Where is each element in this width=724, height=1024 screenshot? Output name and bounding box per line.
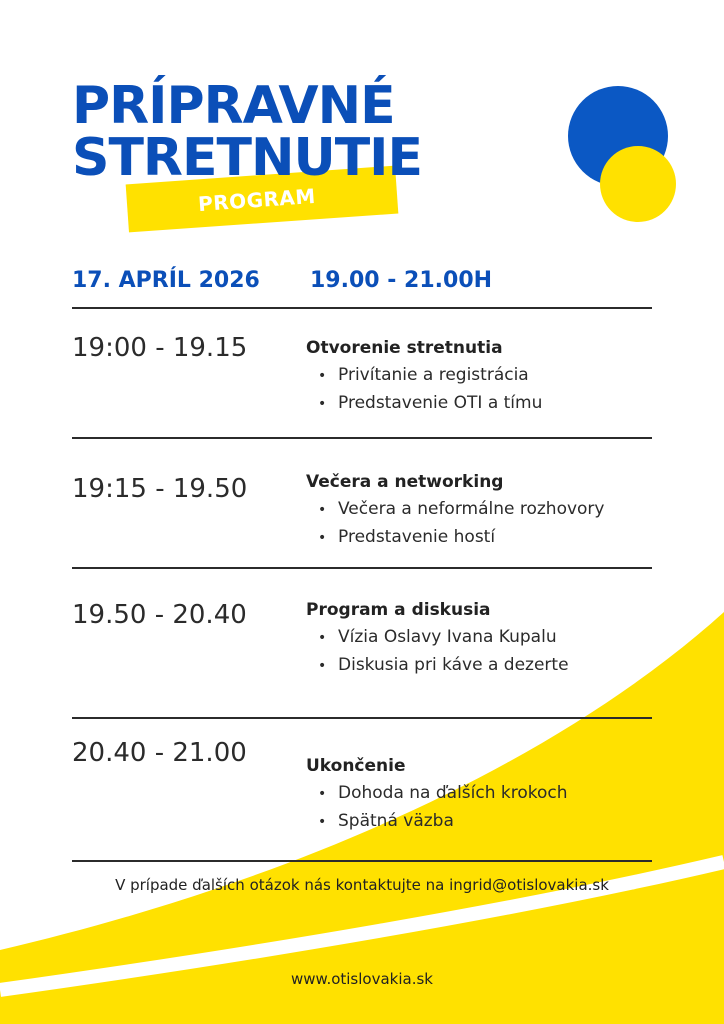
slot-details <box>306 472 604 552</box>
website-link[interactable]: www.otislovakia.sk <box>291 970 433 988</box>
bullet-icon: • <box>318 658 327 674</box>
title-line-2: STRETNUTIE <box>72 128 423 188</box>
bullet-icon: • <box>318 368 327 384</box>
list-item-text: Predstavenie hostí <box>338 527 496 547</box>
slot-time: 19:15 - 19.50 <box>72 474 248 504</box>
program-label: PROGRAM <box>197 183 317 217</box>
slot-title: Otvorenie stretnutia <box>306 338 503 358</box>
divider <box>72 437 652 439</box>
slot-time: 19:00 - 19.15 <box>72 333 248 363</box>
list-item <box>318 496 604 524</box>
list-item <box>318 808 568 836</box>
bullet-icon: • <box>318 530 327 546</box>
slot-list <box>306 362 542 418</box>
yellow-circle-decoration <box>600 146 676 222</box>
slot-list <box>306 624 569 680</box>
bullet-icon: • <box>318 396 327 412</box>
divider <box>72 717 652 719</box>
bullet-icon: • <box>318 630 327 646</box>
list-item <box>318 362 542 390</box>
list-item-text: Privítanie a registrácia <box>338 365 529 385</box>
bullet-icon: • <box>318 786 327 802</box>
list-item <box>318 652 569 680</box>
slot-title: Ukončenie <box>306 756 406 776</box>
list-item <box>318 780 568 808</box>
list-item-text: Predstavenie OTI a tímu <box>338 393 543 413</box>
page-title <box>72 76 423 188</box>
list-item <box>318 390 542 418</box>
slot-details <box>306 600 569 680</box>
list-item-text: Spätná väzba <box>338 811 454 831</box>
slot-details <box>306 338 542 418</box>
slot-title: Večera a networking <box>306 472 504 492</box>
divider <box>72 860 652 862</box>
slot-title: Program a diskusia <box>306 600 491 620</box>
slot-time: 19.50 - 20.40 <box>72 600 247 630</box>
divider <box>72 567 652 569</box>
list-item <box>318 624 569 652</box>
list-item-text: Dohoda na ďalších krokoch <box>338 783 568 803</box>
slot-time: 20.40 - 21.00 <box>72 738 247 768</box>
list-item-text: Večera a neformálne rozhovory <box>338 499 605 519</box>
divider <box>72 307 652 309</box>
bullet-icon: • <box>318 814 327 830</box>
slot-details <box>306 756 568 836</box>
list-item <box>318 524 604 552</box>
list-item-text: Vízia Oslavy Ivana Kupalu <box>338 627 557 647</box>
bullet-icon: • <box>318 502 327 518</box>
event-time: 19.00 - 21.00H <box>310 268 493 293</box>
slot-list <box>306 496 604 552</box>
title-line-1: PRÍPRAVNÉ <box>72 76 395 136</box>
slot-list <box>306 780 568 836</box>
list-item-text: Diskusia pri káve a dezerte <box>338 655 569 675</box>
contact-note: V prípade ďalších otázok nás kontaktujte na ingrid@otislovakia.sk <box>115 876 609 894</box>
event-date: 17. APRÍL 2026 <box>72 268 260 293</box>
